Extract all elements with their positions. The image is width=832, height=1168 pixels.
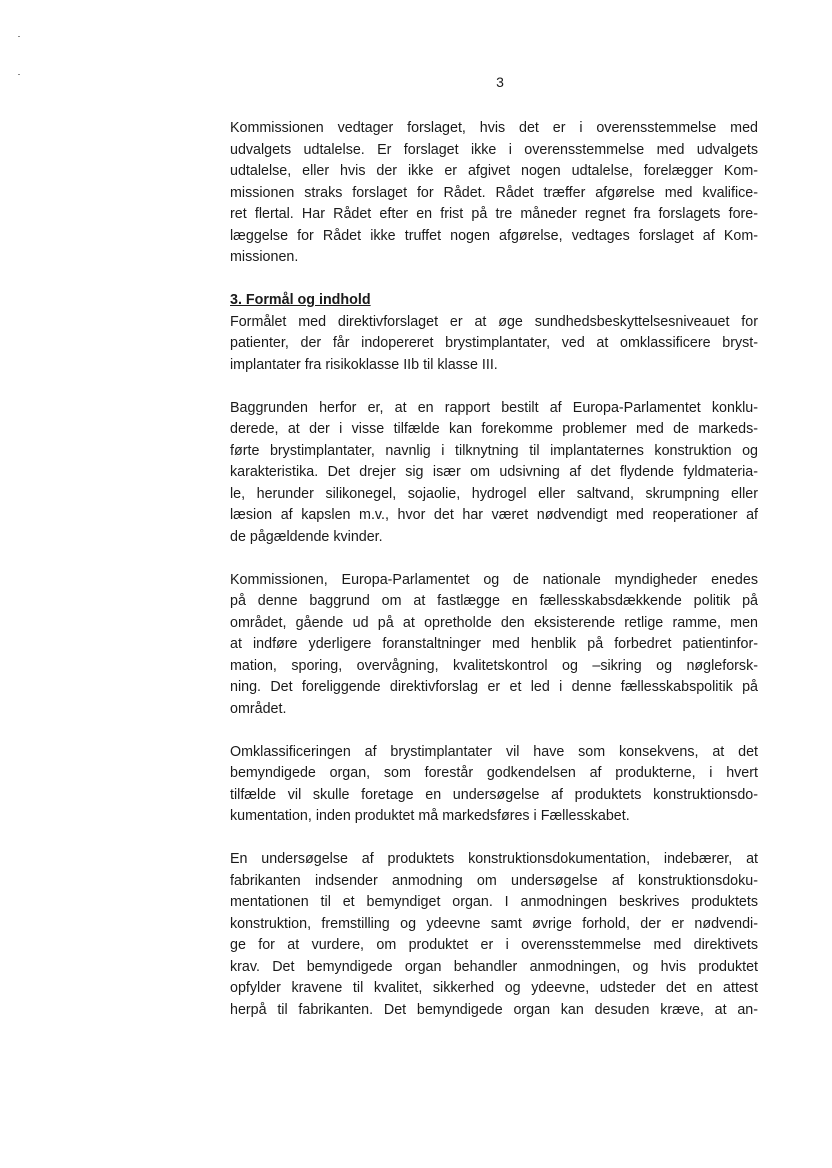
text-line: konstruktion, fremstilling og ydeevne samt øvrige forhold, der er nødvendi- [230,915,758,932]
text-line: læsion af kapslen m.v., hvor det har været nødvendigt med reoperationer af [230,507,758,523]
text-line: ning. Det foreliggende direktivforslag er et led i denne fællesskabspolitik på [230,679,758,695]
text-line: udvalgets udtalelse. Er forslaget ikke i overensstemmelse med udvalgets [230,141,758,158]
text-line: området. [230,700,287,717]
text-line: Baggrunden herfor er, at en rapport bestilt af Europa-Parlamentet konklu- [230,399,758,416]
text-line: fabrikanten indsender anmodning om undersøgelse af konstruktionsdoku- [230,872,758,889]
text-line: patienter, der får indopereret brystimplantater, ved at omklassificere bryst- [230,335,758,351]
scan-speck [18,36,20,37]
text-line: bemyndigede organ, som forestår godkendelsen af produkterne, i hvert [230,765,758,781]
text-line: området, gående ud på at opretholde den eksisterende retlige ramme, men [230,614,758,631]
text-line: missionen. [230,249,299,265]
paragraph [230,118,758,269]
text-line: Kommissionen, Europa-Parlamentet og de nationale myndigheder enedes [230,571,758,588]
paragraph [230,290,758,376]
section-heading: 3. Formål og indhold [230,292,371,308]
text-line: le, herunder silikonegel, sojaolie, hydrogel eller saltvand, skrumpning eller [230,485,758,502]
paragraph [230,849,758,1021]
text-line: mentationen til et bemyndiget organ. I anmodningen beskrives produktets [230,894,758,910]
text-line: En undersøgelse af produktets konstruktionsdokumentation, indebærer, at [230,851,758,867]
text-line: derede, at der i visse tilfælde kan forekomme problemer med de markeds- [230,421,758,437]
text-line: ge for at vurdere, om produktet er i overensstemmelse med direktivets [230,937,758,953]
text-line: mation, sporing, overvågning, kvalitetskontrol og –sikring og nøgleforsk- [230,657,758,674]
text-line: karakteristika. Det drejer sig især om udsivning af det flydende fyldmateria- [230,464,758,480]
text-line: kumentation, inden produktet må markedsføres i Fællesskabet. [230,808,630,824]
text-line: implantater fra risikoklasse IIb til klasse III. [230,356,498,373]
paragraph [230,398,758,549]
text-line: tilfælde vil skulle foretage en undersøgelse af produktets konstruktionsdo- [230,786,758,803]
text-line: herpå til fabrikanten. Det bemyndigede organ kan desuden kræve, at an- [230,1001,758,1018]
text-line: Kommissionen vedtager forslaget, hvis det er i overensstemmelse med [230,120,758,136]
text-line: læggelse for Rådet ikke truffet nogen afgørelse, vedtages forslaget af Kom- [230,227,758,244]
text-line: krav. Det bemyndigede organ behandler anmodningen, og hvis produktet [230,958,758,975]
paragraph [230,570,758,721]
text-line: at indføre yderligere foranstaltninger med henblik på forbedret patientinfor- [230,636,758,652]
document-body [230,118,758,1043]
text-line: førte brystimplantater, navnlig i tilknytning til implantaternes konstruktion og [230,442,758,459]
page-number: 3 [496,74,504,90]
text-line: de pågældende kvinder. [230,528,383,545]
text-line: missionen straks forslaget for Rådet. Rådet træffer afgørelse med kvalifice- [230,184,758,201]
text-line: opfylder kravene til kvalitet, sikkerhed og ydeevne, udsteder det en attest [230,980,758,996]
text-line: ret flertal. Har Rådet efter en frist på tre måneder regnet fra forslagets fore- [230,206,758,222]
text-line: Formålet med direktivforslaget er at øge sundhedsbeskyttelsesniveauet for [230,313,758,330]
paragraph [230,742,758,828]
text-line: på denne baggrund om at fastlægge en fællesskabsdækkende politik på [230,593,758,609]
scan-speck [18,74,20,75]
text-line: udtalelse, eller hvis der ikke er afgivet nogen udtalelse, forelægger Kom- [230,163,758,179]
text-line: Omklassificeringen af brystimplantater vil have som konsekvens, at det [230,743,758,760]
